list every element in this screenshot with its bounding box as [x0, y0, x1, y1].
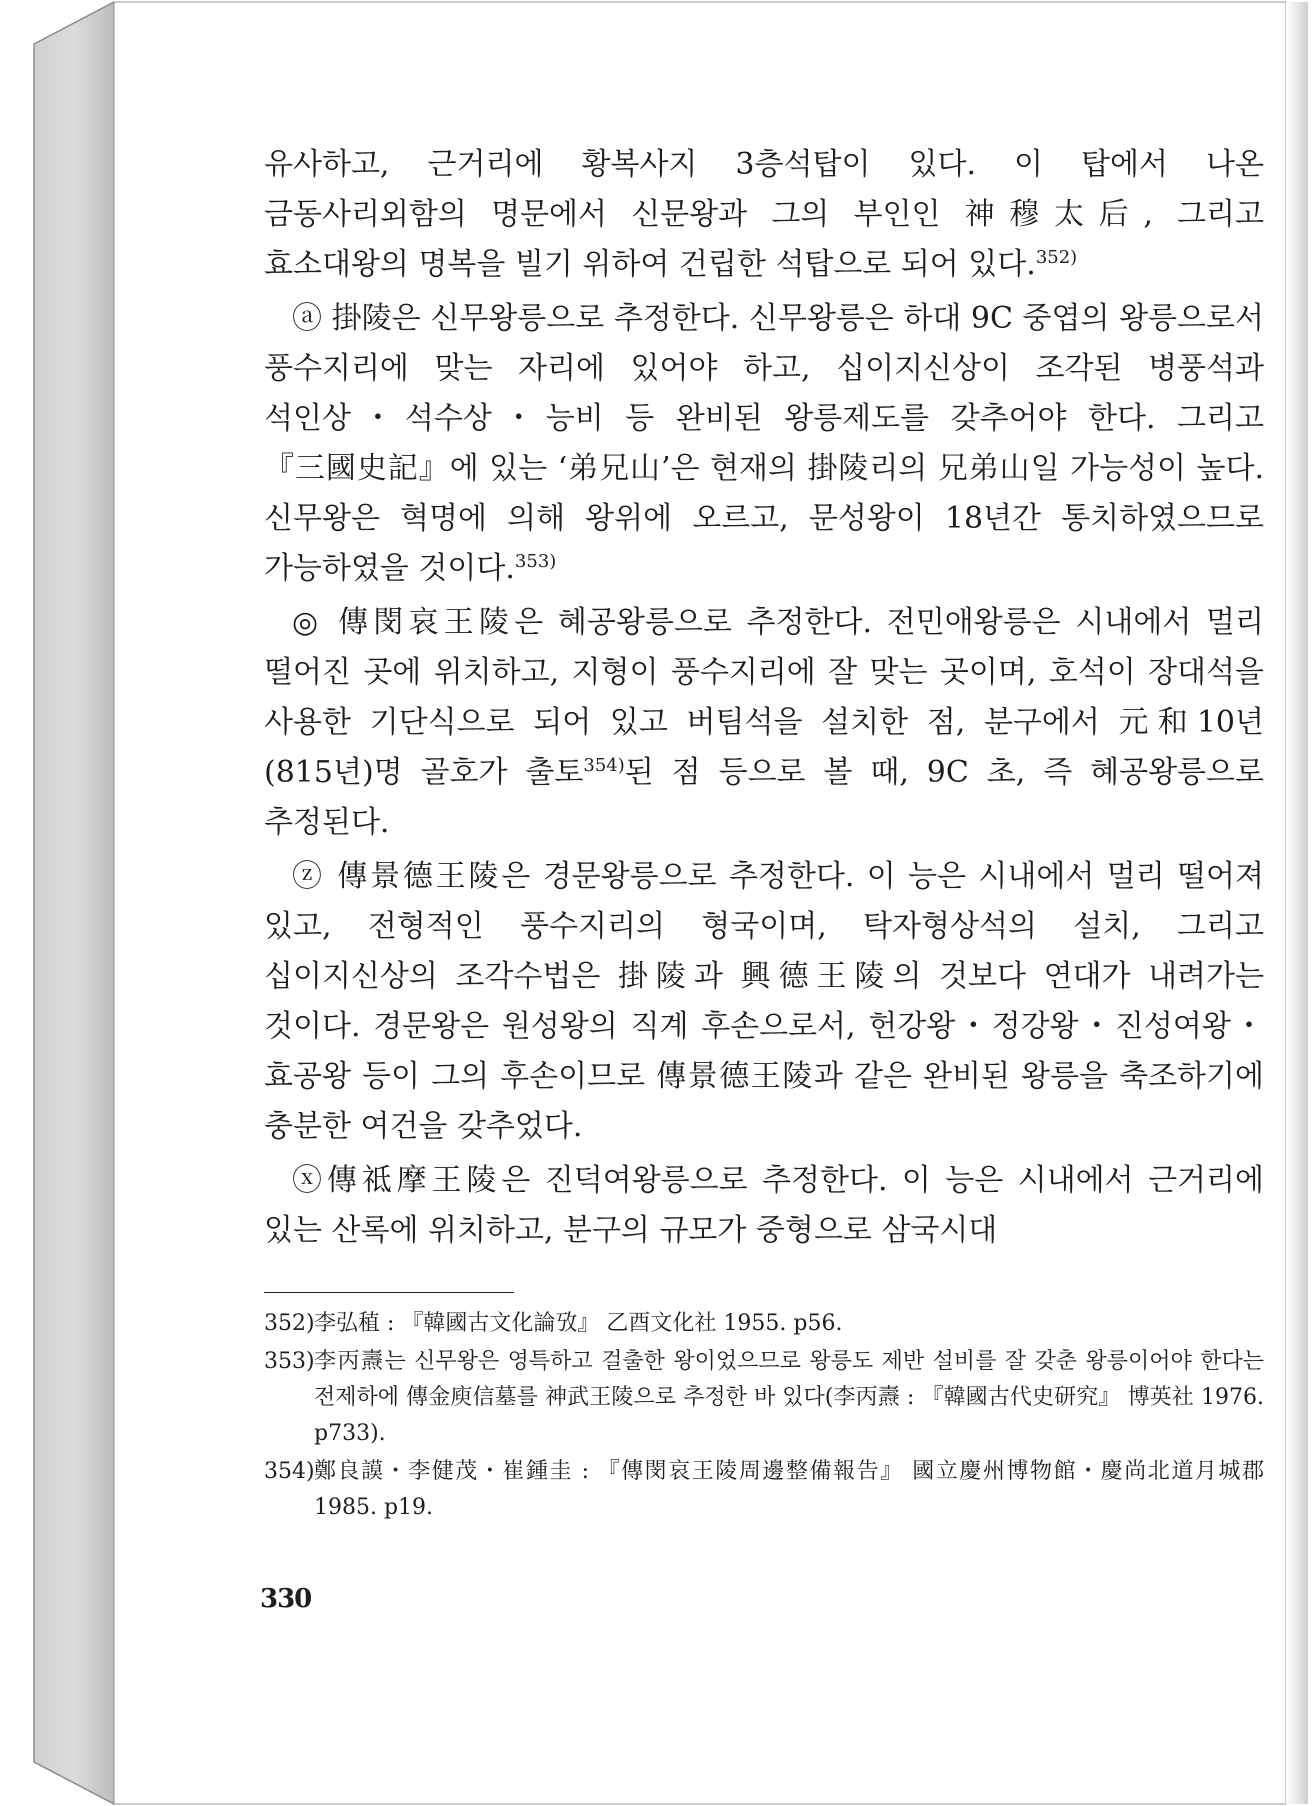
footnote-ref-352: 352) — [1035, 247, 1078, 268]
paragraph-4: ⓩ 傳景德王陵은 경문왕릉으로 추정한다. 이 능은 시내에서 멀리 떨어져 있고, 전형적인 풍수지리의 형국이며, 탁자형상석의 설치, 그리고 십이지신상의 조각수법은 掛陵과 興德王陵의 것보다 연대가 내려가는 것이다. 경문왕은 원성왕의 직계 후손으로서, 헌강왕・정강왕・진성여왕・효공왕 등이 그의 후손이므로 傳景德王陵과 같은 완비된 왕릉을 축조하기에 충분한 여건을 갖추었다. — [264, 859, 1264, 1144]
footnote-divider — [264, 1292, 514, 1293]
footnote-352 — [264, 1306, 1264, 1342]
paragraph-5: ⓧ傳祗摩王陵은 진덕여왕릉으로 추정한다. 이 능은 시내에서 근거리에 있는 산록에 위치하고, 분구의 규모가 중형으로 삼국시대 — [264, 1163, 1264, 1248]
paragraph-2: ⓐ 掛陵은 신무왕릉으로 추정한다. 신무왕릉은 하대 9C 중엽의 왕릉으로서 풍수지리에 맞는 자리에 있어야 하고, 십이지신상이 조각된 병풍석과 석인상・석수상・능비 등 완비된 왕릉제도를 갖추어야 한다. 그리고 『三國史記』에 있는 ‘弟兄山’은 현재의 掛陵리의 兄弟山일 가능성이 높다. 신무왕은 혁명에 의해 왕위에 오르고, 문성왕이 18년간 통치하였으므로 가능하였을 것이다.$^{353)}$ — [264, 301, 1264, 586]
footnote-text: 李弘稙 : 『韓國古文化論攷』 乙酉文化社 1955. p56. — [314, 1311, 843, 1336]
document-page — [114, 2, 1286, 1802]
footnotes — [264, 1306, 1264, 1528]
footnote-text: 鄭良謨・李健茂・崔鍾圭 : 『傳閔哀王陵周邊整備報告』 國立慶州博物館・慶尚北道月城郡 1985. p19. — [314, 1459, 1264, 1520]
footnote-ref-354: 354) — [583, 755, 625, 776]
body-text — [264, 140, 1264, 1260]
footnote-text: 李丙燾는 신무왕은 영특하고 걸출한 왕이었으므로 왕릉도 제반 설비를 잘 갖춘 왕릉이어야 한다는 전제하에 傳金庾信墓를 神武王陵으로 추정한 바 있다(李丙燾 : 『韓國古代史研究』 博英社 1976. p733). — [314, 1349, 1264, 1446]
footnote-number: 353) — [264, 1349, 315, 1374]
page-number: 330 — [260, 1584, 312, 1614]
paragraph-1: 유사하고, 근거리에 황복사지 3층석탑이 있다. 이 탑에서 나온 금동사리외함의 명문에서 신문왕과 그의 부인인 神穆太后, 그리고 효소대왕의 명복을 빌기 위하여 건립한 석탑으로 되어 있다.$^{352)}$ — [264, 147, 1264, 282]
footnote-ref-353: 353) — [514, 551, 557, 572]
footnote-number: 352) — [264, 1311, 315, 1336]
footnote-353 — [264, 1344, 1264, 1452]
footnote-number: 354) — [264, 1459, 315, 1484]
paragraph-3: ◎ 傳閔哀王陵은 혜공왕릉으로 추정한다. 전민애왕릉은 시내에서 멀리 떨어진 곳에 위치하고, 지형이 풍수지리에 잘 맞는 곳이며, 호석이 장대석을 사용한 기단식으로 되어 있고 버팀석을 설치한 점, 분구에서 元和10년(815년)명 골호가 출토$^{354)}$된 점 등으로 볼 때, 9C 초, 즉 혜공왕릉으로 추정된다. — [264, 605, 1264, 840]
footnote-354 — [264, 1454, 1264, 1526]
